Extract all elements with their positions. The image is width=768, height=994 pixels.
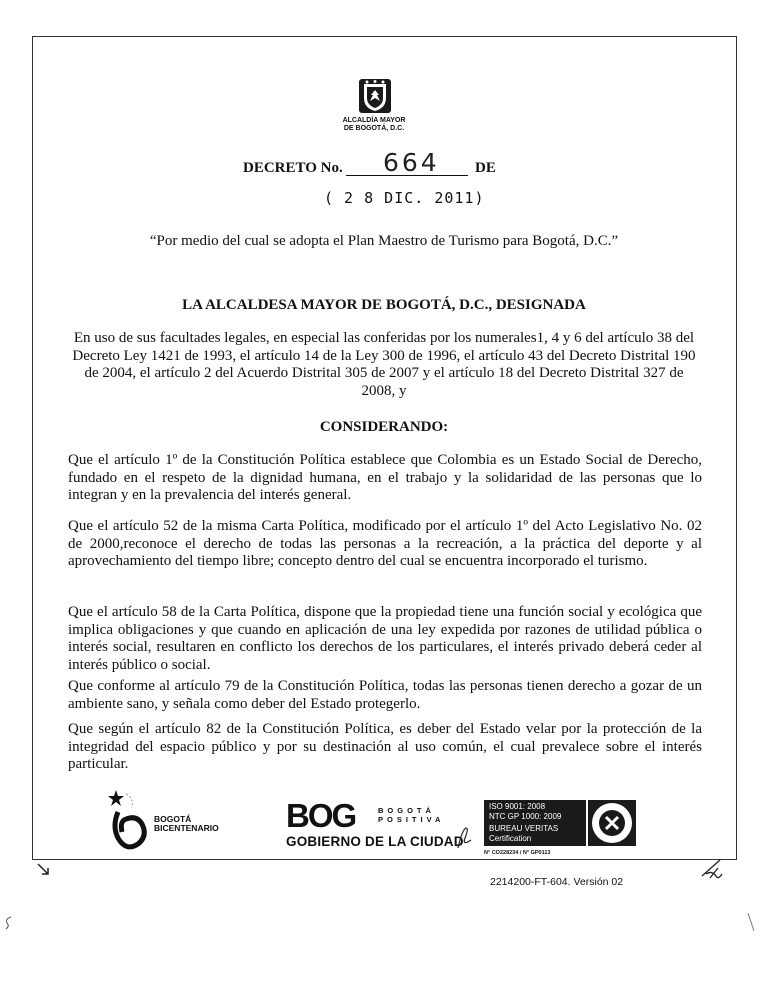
iso-line-2: NTC GP 1000: 2009	[489, 812, 562, 821]
preamble-paragraph: En uso de sus facultades legales, en especial las conferidas por los numerales1, 4 y 6 del artículo 38 del Decreto Ley 1421 de 1993, el artículo 14 de la Ley 300 de 1996, el artículo 43 del Decreto Distrital 190 de 2004, el artículo 2 del Acuerdo Distrital 305 de 2007 y el artículo 18 del Decreto Distrital 327 de 2008, y	[72, 330, 696, 399]
scan-mark-left-icon	[36, 862, 52, 876]
bogota-positiva-text: BOGOTÁ POSITIVA	[378, 806, 445, 824]
decree-label: DECRETO No.	[243, 160, 343, 176]
iso-line-4: Certification	[489, 834, 532, 843]
iso-reference: N° CO228234 / N° GP0113	[484, 850, 551, 856]
iso-certification-box	[484, 800, 586, 846]
paragraph-4: Que conforme al artículo 79 de la Constitución Política, todas las personas tienen derecho a gozar de un ambiente sano, y señala como deber del Estado protegerlo.	[68, 678, 702, 712]
footer-logos	[0, 788, 768, 858]
bicentenario-logo	[106, 788, 276, 854]
corner-tick-icon	[746, 912, 756, 932]
decree-number-row	[243, 150, 573, 180]
margin-mark-icon	[4, 916, 14, 930]
gobierno-text: GOBIERNO DE LA CIUDAD	[286, 834, 464, 849]
paragraph-5: Que según el artículo 82 de la Constitución Política, es deber del Estado velar por la protección de la integridad del espacio público y por su destinación al uso común, el cual prevalece sobre el interés particular.	[68, 721, 702, 772]
decree-number: 664	[383, 148, 440, 177]
paragraph-1: Que el artículo 1º de la Constitución Política establece que Colombia es un Estado Social de Derecho, fundado en el respeto de la dignidad humana, en el trabajo y la solidaridad de las personas que lo integran y en la prevalencia del interés general.	[68, 452, 702, 503]
signature-flourish-icon	[456, 826, 474, 850]
bicentenario-icon	[106, 788, 156, 854]
paragraph-3: Que el artículo 58 de la Carta Política, dispone que la propiedad tiene una función social y ecológica que implica obligaciones y que cuando en aplicación de una ley expedida por razones de utilidad pública o interés social, resultaren en conflicto los derechos de los particulares, el interés privado deberá ceder al interés público o social.	[68, 604, 702, 673]
form-code: 2214200-FT-604. Versión 02	[490, 876, 624, 888]
considerando-heading: CONSIDERANDO:	[319, 419, 449, 435]
coat-of-arms-icon	[358, 78, 392, 114]
decree-de-label: DE	[475, 160, 496, 176]
iso-certification-block	[484, 800, 636, 846]
iso-line-1: ISO 9001: 2008	[489, 802, 546, 811]
authority-heading: LA ALCALDESA MAYOR DE BOGOTÁ, D.C., DESIGNADA	[182, 297, 586, 313]
iso-line-3: BUREAU VERITAS	[489, 824, 559, 833]
issuer-name: ALCALDÍA MAYOR DE BOGOTÁ, D.C.	[342, 117, 406, 132]
decree-subtitle: “Por medio del cual se adopta el Plan Maestro de Turismo para Bogotá, D.C.”	[149, 233, 619, 249]
bureau-veritas-seal-icon	[588, 800, 636, 846]
date-stamp: ( 2 8 DIC. 2011)	[324, 189, 485, 207]
bog-wordmark: BOG	[286, 797, 356, 834]
bicentenario-text: BOGOTÁ BICENTENARIO	[154, 814, 219, 833]
paragraph-2: Que el artículo 52 de la misma Carta Política, modificado por el artículo 1º del Acto Legislativo No. 02 de 2000,reconoce el derecho de todas las personas a la recreación, a la práctica del deporte y al aprovechamiento del tiempo libre; concepto dentro del cual se encuentra incorporado el turismo.	[68, 518, 702, 569]
initials-mark-icon	[700, 856, 724, 882]
bogota-positiva-logo	[286, 797, 474, 850]
